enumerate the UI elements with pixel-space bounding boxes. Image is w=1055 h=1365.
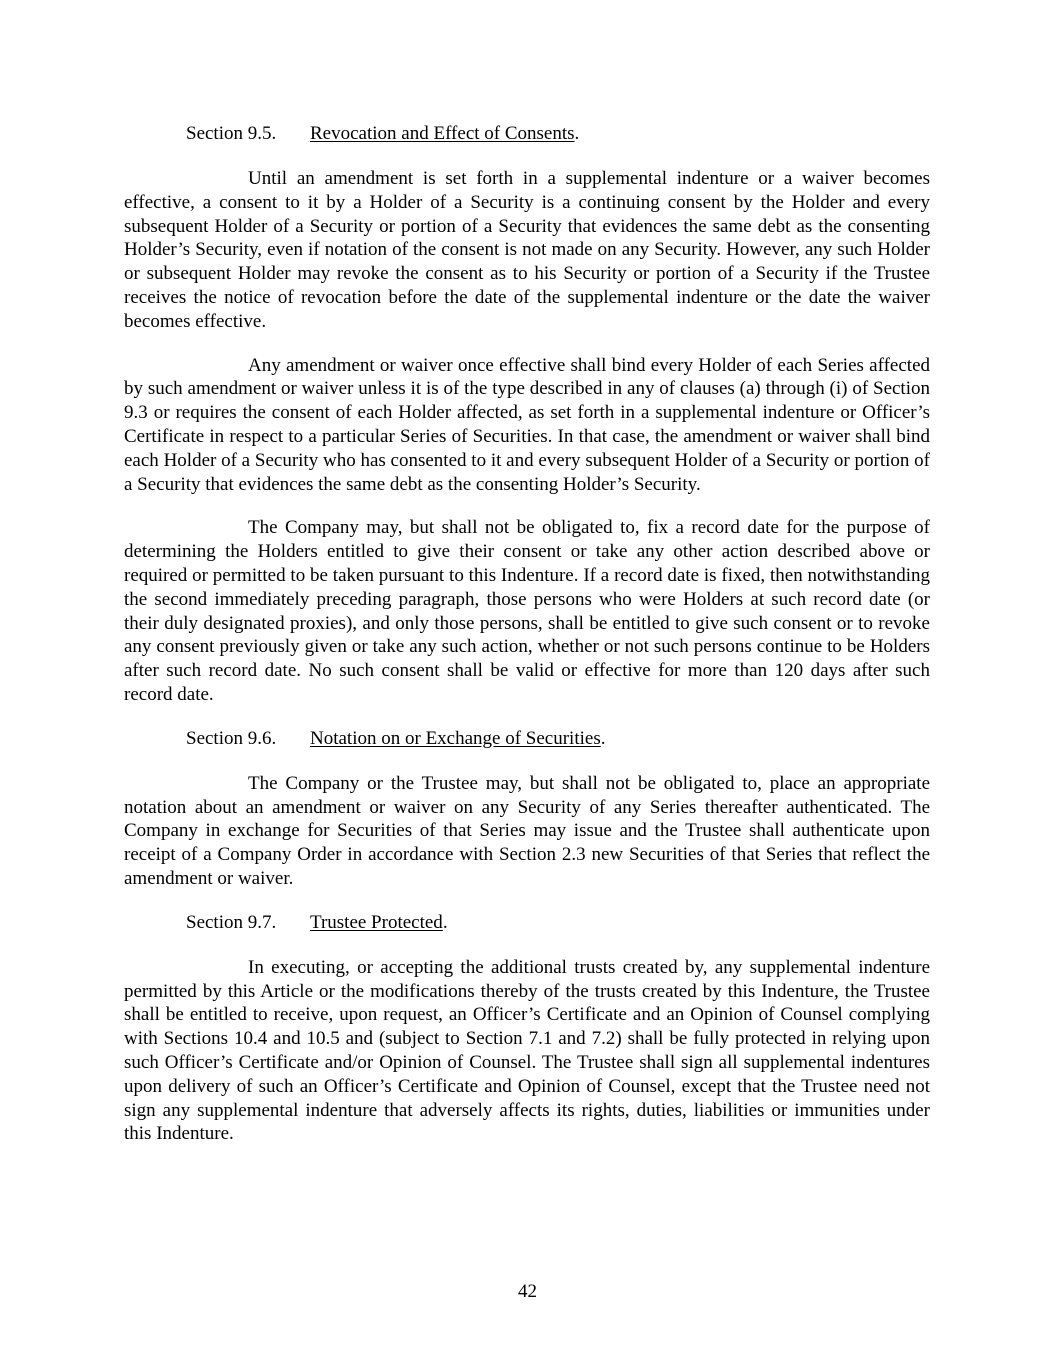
- section-9-6-paragraph-1: The Company or the Trustee may, but shall not be obligated to, place an appropriate notation about an amendment or waiver on any Security of any Series thereafter authenticated. The Company in exchange for Securities of that Series may issue and the Trustee shall authenticate upon receipt of a Company Order in accordance with Section 2.3 new Securities of that Series that reflect the amendment or waiver.: [124, 772, 930, 889]
- section-9-5-paragraph-2: Any amendment or waiver once effective shall bind every Holder of each Series affected by such amendment or waiver unless it is of the type described in any of clauses (a) through (i) of Section 9.3 or requires the consent of each Holder affected, as set forth in a supplemental indenture or Officer’s Certificate in respect to a particular Series of Securities. In that case, the amendment or waiver shall bind each Holder of a Security who has consented to it and every subsequent Holder of a Security or portion of a Security that evidences the same debt as the consenting Holder’s Security.: [124, 354, 930, 495]
- section-title: Revocation and Effect of Consents: [310, 123, 575, 144]
- section-title: Trustee Protected: [310, 911, 443, 933]
- section-9-7-paragraph-1: In executing, or accepting the additional trusts created by, any supplemental indenture permitted by this Article or the modifications thereby of the trusts created by this Indenture, the Trustee shall be entitled to receive, upon request, an Officer’s Certificate and an Opinion of Counsel complying with Sections 10.4 and 10.5 and (subject to Section 7.1 and 7.2) shall be fully protected in relying upon such Officer’s Certificate and/or Opinion of Counsel. The Trustee shall sign all supplemental indentures upon delivery of such an Officer’s Certificate and Opinion of Counsel, except that the Trustee need not sign any supplemental indenture that adversely affects its rights, duties, liabilities or immunities under this Indenture.: [124, 956, 930, 1145]
- section-number: Section 9.6.: [186, 727, 277, 749]
- section-number: Section 9.5.: [186, 123, 277, 144]
- section-number: Section 9.7.: [186, 911, 277, 933]
- section-9-6-heading: [124, 727, 930, 751]
- section-title-punct: .: [442, 911, 448, 933]
- document-page: [124, 122, 930, 1146]
- section-title-punct: .: [574, 123, 580, 144]
- section-9-7-heading: [124, 911, 930, 935]
- section-9-5-paragraph-1: Until an amendment is set forth in a supplemental indenture or a waiver becomes effective, a consent to it by a Holder of a Security is a continuing consent by the Holder and every subsequent Holder of a Security or portion of a Security that evidences the same debt as the consenting Holder’s Security, even if notation of the consent is not made on any Security. However, any such Holder or subsequent Holder may revoke the consent as to his Security or portion of a Security if the Trustee receives the notice of revocation before the date of the supplemental indenture or the date the waiver becomes effective.: [124, 168, 930, 332]
- section-title: Notation on or Exchange of Securities: [310, 727, 601, 749]
- section-9-5-paragraph-3: The Company may, but shall not be obligated to, fix a record date for the purpose of determining the Holders entitled to give their consent or take any other action described above or required or permitted to be taken pursuant to this Indenture. If a record date is fixed, then notwithstanding the second immediately preceding paragraph, those persons who were Holders at such record date (or their duly designated proxies), and only those persons, shall be entitled to give such consent or to revoke any consent previously given or take any such action, whether or not such persons continue to be Holders after such record date. No such consent shall be valid or effective for more than 120 days after such record date.: [124, 517, 930, 705]
- section-title-punct: .: [600, 727, 606, 749]
- section-9-5-heading: [124, 122, 930, 146]
- page-number: 42: [518, 1281, 537, 1302]
